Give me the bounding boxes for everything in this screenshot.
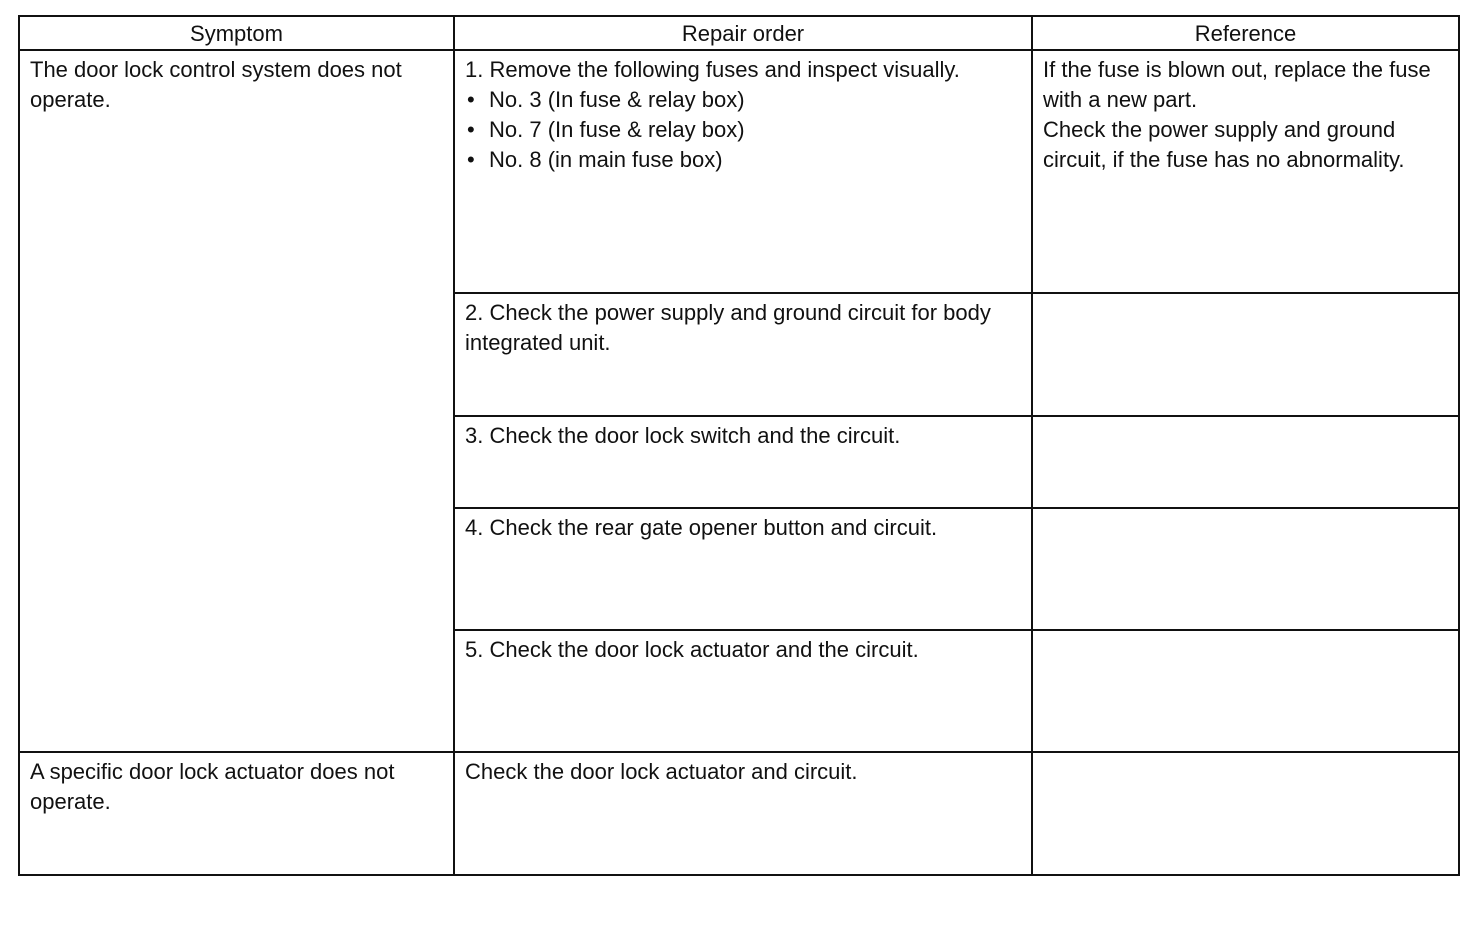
fuse-list xyxy=(465,85,1021,175)
reference-text: If the fuse is blown out, replace the fuse with a new part. xyxy=(1043,57,1431,112)
repair-step-cell: 4. Check the rear gate opener button and circuit. xyxy=(454,508,1032,630)
list-item xyxy=(465,85,1021,115)
reference-cell xyxy=(1032,293,1459,416)
troubleshooting-table xyxy=(18,15,1460,876)
symptom-cell: A specific door lock actuator does not operate. xyxy=(19,752,454,875)
fuse-item: No. 7 (In fuse & relay box) xyxy=(489,117,745,142)
reference-cell xyxy=(1032,50,1459,293)
repair-step-cell: 2. Check the power supply and ground circuit for body integrated unit. xyxy=(454,293,1032,416)
reference-cell xyxy=(1032,752,1459,875)
table-row xyxy=(19,50,1459,293)
header-repair-order: Repair order xyxy=(454,16,1032,50)
reference-cell xyxy=(1032,508,1459,630)
repair-step-cell xyxy=(454,50,1032,293)
reference-cell xyxy=(1032,630,1459,752)
fuse-item: No. 8 (in main fuse box) xyxy=(489,147,723,172)
reference-text: Check the power supply and ground circuit, if the fuse has no abnormality. xyxy=(1043,117,1405,172)
bullet-icon: • xyxy=(467,87,475,112)
table-row xyxy=(19,752,1459,875)
reference-cell xyxy=(1032,416,1459,508)
header-reference: Reference xyxy=(1032,16,1459,50)
list-item xyxy=(465,145,1021,175)
repair-step-cell: 5. Check the door lock actuator and the circuit. xyxy=(454,630,1032,752)
list-item xyxy=(465,115,1021,145)
symptom-cell: The door lock control system does not operate. xyxy=(19,50,454,752)
repair-step-cell: 3. Check the door lock switch and the circuit. xyxy=(454,416,1032,508)
fuse-item: No. 3 (In fuse & relay box) xyxy=(489,87,745,112)
header-symptom: Symptom xyxy=(19,16,454,50)
bullet-icon: • xyxy=(467,117,475,142)
bullet-icon: • xyxy=(467,147,475,172)
repair-step-text: 1. Remove the following fuses and inspect visually. xyxy=(465,57,960,82)
header-row xyxy=(19,16,1459,50)
repair-step-cell: Check the door lock actuator and circuit. xyxy=(454,752,1032,875)
